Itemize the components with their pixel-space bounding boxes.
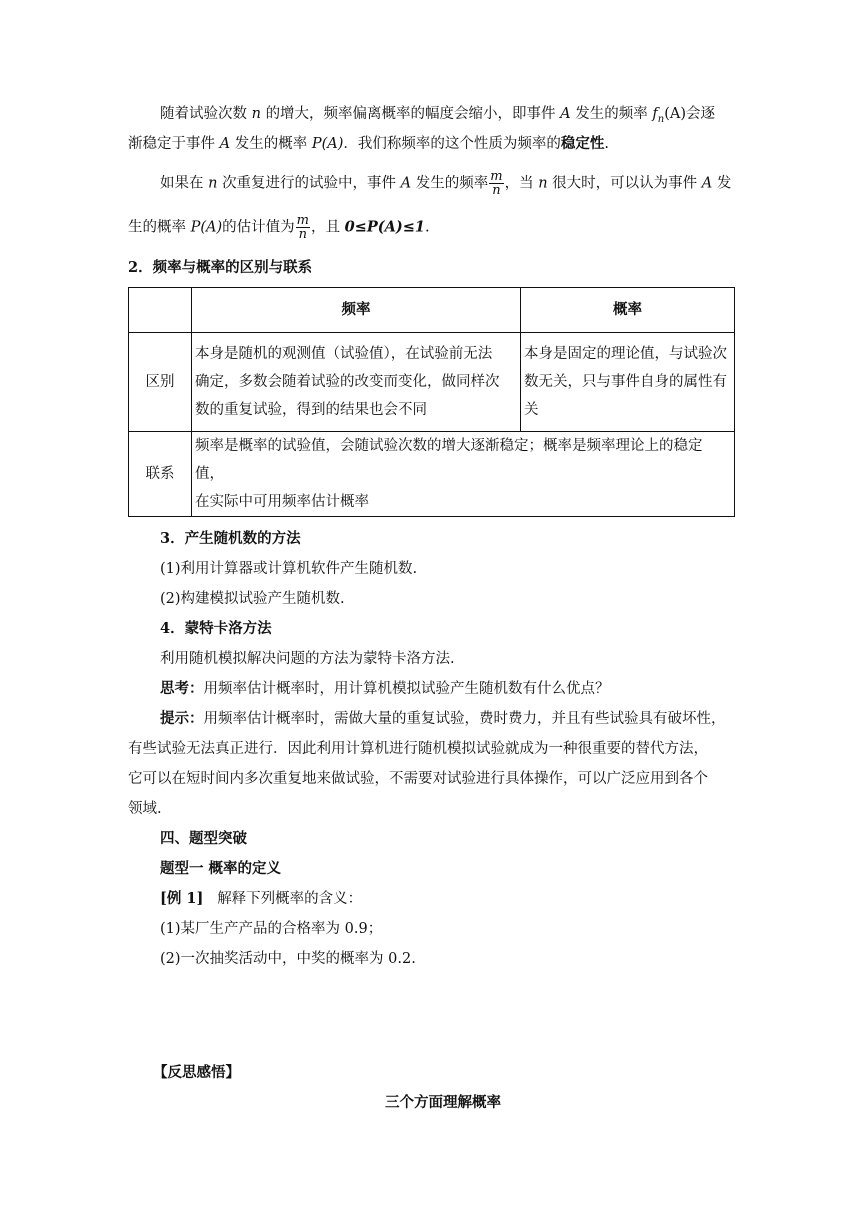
section-2-title: 2．频率与概率的区别与联系 xyxy=(128,259,313,276)
var-PA: P(A) xyxy=(190,219,223,236)
cell-line: 本身是固定的理论值，与试验次 xyxy=(524,346,727,362)
cell-line: 数无关，只与事件自身的属性有 xyxy=(524,374,727,390)
var-n: n xyxy=(538,175,548,192)
part-4-title: 四、题型突破 xyxy=(160,830,247,847)
row-label-relation: 联系 xyxy=(129,432,192,517)
fraction-m-over-n xyxy=(489,170,503,197)
hint-line-3: 它可以在短时间内多次重复地来做试验，不需要对试验进行具体操作，可以广泛应用到各个 xyxy=(128,771,708,787)
var-A: A xyxy=(400,175,412,192)
comparison-table xyxy=(128,287,735,517)
text: 发生的频率 xyxy=(575,106,648,122)
text: . xyxy=(424,219,430,236)
var-sub-n: n xyxy=(657,113,665,125)
text: 发生的概率 xyxy=(234,136,308,152)
inequality: 0≤P(A)≤1 xyxy=(344,218,425,236)
section-4-title: 4．蒙特卡洛方法 xyxy=(160,620,272,637)
frac-den: n xyxy=(492,183,501,198)
cell-line: 关 xyxy=(524,402,539,418)
cell-probability-difference xyxy=(521,333,735,432)
var-A: A xyxy=(219,136,231,152)
keyword-stability: 稳定性 xyxy=(560,135,605,152)
hint-line-4: 领域. xyxy=(128,801,162,817)
fraction-m-over-n xyxy=(296,214,310,241)
text: 发 xyxy=(716,175,732,192)
list-item: (1)某厂生产产品的合格率为 0.9； xyxy=(160,921,383,937)
intro-line-3 xyxy=(160,170,731,197)
text: 渐稳定于事件 xyxy=(128,136,215,152)
section-4-text: 利用随机模拟解决问题的方法为蒙特卡洛方法. xyxy=(160,651,455,667)
hint-text: 用频率估计概率时，需做大量的重复试验，费时费力，并且有些试验具有破坏性， xyxy=(203,711,726,727)
cell-line: 在实际中可用频率估计概率 xyxy=(195,494,369,510)
text: ，且 xyxy=(310,219,340,236)
think-paragraph xyxy=(160,679,610,699)
list-item: (1)利用计算器或计算机软件产生随机数. xyxy=(160,561,418,577)
example-label: [例 1] xyxy=(160,890,204,907)
var-PA: P(A) xyxy=(311,136,344,152)
cell-frequency-difference xyxy=(192,333,521,432)
intro-line-4 xyxy=(128,214,430,241)
text: ，当 xyxy=(504,175,534,192)
cell-line: 确定，多数会随着试验的改变而变化，做同样次 xyxy=(195,374,500,390)
var-f: f xyxy=(652,106,658,122)
intro-line-1 xyxy=(160,104,715,130)
header-frequency: 频率 xyxy=(192,288,521,333)
text: 发生的频率 xyxy=(415,175,489,192)
think-label: 思考： xyxy=(160,680,204,697)
hint-line-1 xyxy=(160,709,726,729)
list-item: (2)构建模拟试验产生随机数. xyxy=(160,591,345,607)
cell-line: 数的重复试验，得到的结果也会不同 xyxy=(195,402,427,418)
row-label-difference: 区别 xyxy=(129,333,192,432)
text: 很大时，可以认为事件 xyxy=(552,175,698,192)
example-text: 解释下列概率的含义： xyxy=(217,891,363,907)
text: 随着试验次数 xyxy=(160,106,247,122)
text: 生的概率 xyxy=(128,219,186,236)
type-1-title: 题型一 概率的定义 xyxy=(160,860,282,877)
text: 的估计值为 xyxy=(222,219,295,236)
frac-num: m xyxy=(490,169,503,184)
section-3-title: 3．产生随机数的方法 xyxy=(160,530,301,547)
cell-relation xyxy=(192,432,735,517)
header-probability: 概率 xyxy=(521,288,735,333)
hint-line-2: 有些试验无法真正进行．因此利用计算机进行随机模拟试验就成为一种很重要的替代方法， xyxy=(128,741,708,757)
think-text: 用频率估计概率时，用计算机模拟试验产生随机数有什么优点？ xyxy=(203,681,610,697)
hint-label: 提示： xyxy=(160,710,204,727)
reflect-title: 【反思感悟】 xyxy=(153,1064,240,1081)
list-item: (2)一次抽奖活动中，中奖的概率为 0.2. xyxy=(160,951,416,967)
frac-num: m xyxy=(296,213,309,228)
var-A: A xyxy=(701,175,713,192)
text: 的增大，频率偏离概率的幅度会缩小，即事件 xyxy=(265,106,556,122)
table-header-row xyxy=(129,288,735,333)
table-row xyxy=(129,333,735,432)
var-A: A xyxy=(560,106,571,122)
cell-line: 本身是随机的观测值（试验值），在试验前无法 xyxy=(195,346,493,362)
text: 次重复进行的试验中，事件 xyxy=(222,175,397,192)
var-n: n xyxy=(251,106,261,122)
text: ．我们称频率的这个性质为频率的 xyxy=(343,136,561,152)
var-n: n xyxy=(208,175,218,192)
intro-line-2 xyxy=(128,134,609,154)
frac-den: n xyxy=(298,227,307,242)
text: (A)会逐 xyxy=(664,106,715,122)
reflect-subtitle: 三个方面理解概率 xyxy=(385,1094,501,1111)
example-1 xyxy=(160,889,362,909)
text: 如果在 xyxy=(160,175,204,192)
table-row xyxy=(129,432,735,517)
text: . xyxy=(604,136,609,152)
cell-line: 频率是概率的试验值，会随试验次数的增大逐渐稳定；概率是频率理论上的稳定值， xyxy=(195,438,703,482)
table-corner-cell xyxy=(129,288,192,333)
